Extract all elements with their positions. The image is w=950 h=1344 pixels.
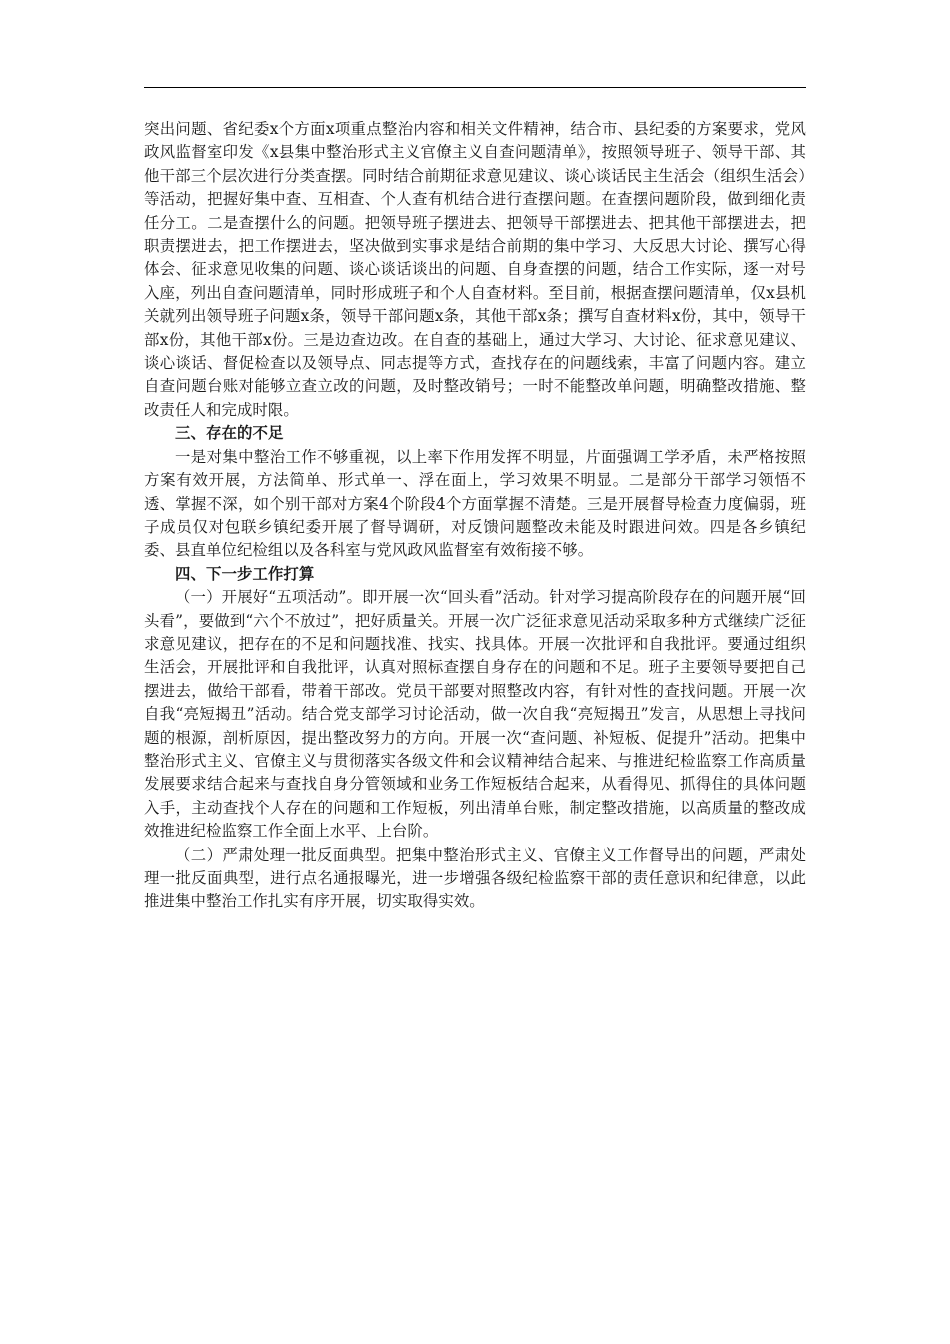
- paragraph-five-activities: （一）开展好“五项活动”。即开展一次“回头看”活动。针对学习提高阶段存在的问题开展“回头看”，要做到“六个不放过”，把好质量关。开展一次广泛征求意见活动采取多种方式继续广泛征求意见建议，把存在的不足和问题找准、找实、找具体。开展一次批评和自我批评。要通过组织生活会，开展批评和自我批评，认真对照标查摆自身存在的问题和不足。班子主要领导要把自己摆进去，做给干部看，带着干部改。党员干部要对照整改内容，有针对性的查找问题。开展一次自我“亮短揭丑”活动。结合党支部学习讨论活动，做一次自我“亮短揭丑”发言，从思想上寻找问题的根源，剖析原因，提出整改努力的方向。开展一次“查问题、补短板、促提升”活动。把集中整治形式主义、官僚主义与贯彻落实各级文件和会议精神结合起来、与推进纪检监察工作高质量发展要求结合起来与查找自身分管领域和业务工作短板结合起来，从看得见、抓得住的具体问题入手，主动查找个人存在的问题和工作短板，列出清单台账，制定整改措施，以高质量的整改成效推进纪检监察工作全面上水平、上台阶。: [144, 588, 806, 841]
- section-heading-shortcomings: 三、存在的不足: [175, 424, 284, 443]
- paragraph-typical-cases: （二）严肃处理一批反面典型。把集中整治形式主义、官僚主义工作督导出的问题，严肃处理一批反面典型，进行点名通报曝光，进一步增强各级纪检监察干部的责任意识和纪律意，以此推进集中整治工作扎实有序开展，切实取得实效。: [144, 845, 806, 911]
- header-rule: [144, 87, 806, 88]
- paragraph-shortcomings: 一是对集中整治工作不够重视，以上率下作用发挥不明显，片面强调工学矛盾，未严格按照方案有效开展，方法简单、形式单一、浮在面上，学习效果不明显。二是部分干部学习领悟不透、掌握不深，如个别干部对方案4个阶段4个方面掌握不清楚。三是开展督导检查力度偏弱，班子成员仅对包联乡镇纪委开展了督导调研，对反馈问题整改未能及时跟进问效。四是各乡镇纪委、县直单位纪检组以及各科室与党风政风监督室有效衔接不够。: [144, 447, 806, 560]
- section-heading-next-steps: 四、下一步工作打算: [175, 564, 315, 583]
- paragraph-continuation: 突出问题、省纪委x个方面x项重点整治内容和相关文件精神，结合市、县纪委的方案要求，党风政风监督室印发《x县集中整治形式主义官僚主义自查问题清单》，按照领导班子、领导干部、其他干部三个层次进行分类查摆。同时结合前期征求意见建议、谈心谈话民主生活会（组织生活会）等活动，把握好集中查、互相查、个人查有机结合进行查摆问题。在查摆问题阶段，做到细化责任分工。二是查摆什么的问题。把领导班子摆进去、把领导干部摆进去、把其他干部摆进去，把职责摆进去，把工作摆进去，坚决做到实事求是结合前期的集中学习、大反思大讨论、撰写心得体会、征求意见收集的问题、谈心谈话谈出的问题、自身查摆的问题，结合工作实际，逐一对号入座，列出自查问题清单，同时形成班子和个人自查材料。至目前，根据查摆问题清单，仅x县机关就列出领导班子问题x条，领导干部问题x条，其他干部x条；撰写自查材料x份，其中，领导干部x份，其他干部x份。三是边查边改。在自查的基础上，通过大学习、大讨论、征求意见建议、谈心谈话、督促检查以及领导点、同志提等方式，查找存在的问题线索，丰富了问题内容。建立自查问题台账对能够立查立改的问题，及时整改销号；一时不能整改单问题，明确整改措施、整改责任人和完成时限。: [144, 120, 806, 419]
- document-body: [144, 118, 806, 914]
